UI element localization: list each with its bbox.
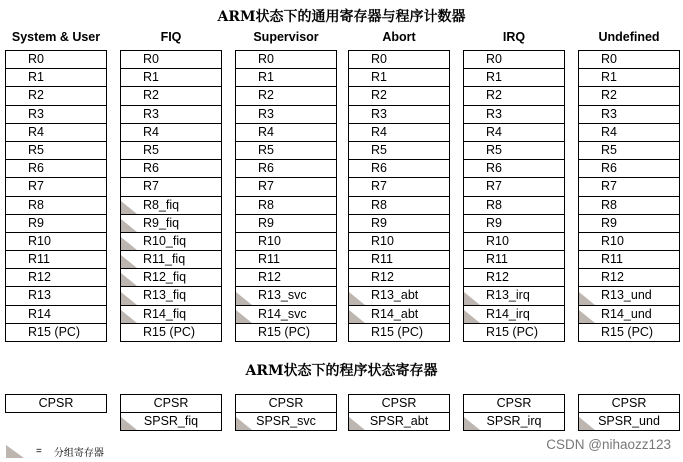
register-cell xyxy=(121,413,221,431)
register-cell xyxy=(6,215,106,233)
register-label: R13_irq xyxy=(486,288,530,303)
register-cell xyxy=(464,178,564,196)
register-cell xyxy=(6,51,106,69)
register-cell xyxy=(349,197,449,215)
register-label: R5 xyxy=(371,142,387,157)
register-cell xyxy=(236,178,336,196)
banked-triangle-icon xyxy=(579,292,595,305)
register-label: R6 xyxy=(601,161,617,176)
register-cell xyxy=(121,287,221,305)
banked-triangle-icon xyxy=(121,201,137,214)
register-cell xyxy=(349,269,449,287)
register-cell xyxy=(121,142,221,160)
register-label: R1 xyxy=(143,70,159,85)
register-label: R14_und xyxy=(601,306,652,321)
register-label: R2 xyxy=(143,88,159,103)
register-cell xyxy=(579,124,679,142)
register-label: R2 xyxy=(371,88,387,103)
register-column xyxy=(463,50,565,342)
register-cell xyxy=(579,251,679,269)
register-label: R2 xyxy=(28,88,44,103)
register-cell xyxy=(6,197,106,215)
register-label: R0 xyxy=(601,52,617,66)
mode-header: Undefined xyxy=(598,30,660,44)
psr-column xyxy=(120,394,222,431)
register-column xyxy=(5,50,107,342)
register-label: R13_fiq xyxy=(143,288,187,303)
diagram-title: ARM状态下的通用寄存器与程序计数器 xyxy=(217,9,466,25)
register-cell xyxy=(464,287,564,305)
register-label: R4 xyxy=(601,124,617,139)
register-label: R13_und xyxy=(601,288,652,303)
register-cell xyxy=(236,413,336,431)
register-column xyxy=(348,50,450,342)
register-label: R5 xyxy=(601,142,617,157)
register-cell xyxy=(121,51,221,69)
register-label: R8 xyxy=(258,197,274,212)
register-cell xyxy=(236,142,336,160)
register-label: SPSR_fiq xyxy=(143,414,199,429)
register-cell xyxy=(579,395,679,413)
register-label: R7 xyxy=(258,179,274,194)
register-cell xyxy=(6,269,106,287)
register-label: R13_abt xyxy=(371,288,419,303)
register-cell xyxy=(579,197,679,215)
register-cell xyxy=(464,197,564,215)
register-cell xyxy=(349,324,449,342)
register-label: CPSR xyxy=(268,396,304,410)
register-column xyxy=(578,50,680,342)
register-label: R12 xyxy=(258,270,281,285)
mode-header: IRQ xyxy=(502,30,526,44)
banked-triangle-icon xyxy=(6,445,24,458)
register-label: R9 xyxy=(28,215,44,230)
register-label: R4 xyxy=(371,124,387,139)
register-label: R4 xyxy=(28,124,44,139)
register-label: R10 xyxy=(28,233,51,248)
register-label: R1 xyxy=(28,70,44,85)
banked-triangle-icon xyxy=(121,292,137,305)
banked-triangle-icon xyxy=(121,417,137,430)
register-cell xyxy=(236,215,336,233)
mode-header: System & User xyxy=(11,30,101,44)
register-cell xyxy=(236,306,336,324)
register-cell xyxy=(579,106,679,124)
register-cell xyxy=(6,142,106,160)
register-cell xyxy=(6,324,106,342)
register-label: R11 xyxy=(371,252,394,267)
register-label: R6 xyxy=(143,161,159,176)
register-label: R1 xyxy=(258,70,274,85)
register-label: R5 xyxy=(486,142,502,157)
register-cell xyxy=(6,178,106,196)
register-cell xyxy=(121,197,221,215)
register-cell xyxy=(579,413,679,431)
psr-title: ARM状态下的程序状态寄存器 xyxy=(245,363,438,379)
register-label: R15 (PC) xyxy=(28,324,81,339)
register-cell xyxy=(464,395,564,413)
register-label: R14_svc xyxy=(258,306,307,321)
register-label: R6 xyxy=(486,161,502,176)
register-label: CPSR xyxy=(381,396,417,410)
register-label: R13_svc xyxy=(258,288,307,303)
register-label: R14_fiq xyxy=(143,306,187,321)
register-cell xyxy=(349,215,449,233)
register-label: R3 xyxy=(258,106,274,121)
banked-triangle-icon xyxy=(121,219,137,232)
psr-column xyxy=(235,394,337,431)
register-cell xyxy=(121,215,221,233)
register-column xyxy=(120,50,222,342)
register-cell xyxy=(349,251,449,269)
register-label: R2 xyxy=(601,88,617,103)
psr-column xyxy=(5,394,107,413)
register-label: R5 xyxy=(28,142,44,157)
register-cell xyxy=(6,251,106,269)
register-cell xyxy=(579,215,679,233)
register-label: R1 xyxy=(601,70,617,85)
register-label: R8 xyxy=(601,197,617,212)
register-cell xyxy=(121,324,221,342)
banked-triangle-icon xyxy=(464,310,480,323)
register-cell xyxy=(464,306,564,324)
banked-triangle-icon xyxy=(121,273,137,286)
register-label: CPSR xyxy=(153,396,189,410)
banked-triangle-icon xyxy=(121,310,137,323)
register-cell xyxy=(349,124,449,142)
register-cell xyxy=(464,251,564,269)
register-label: R3 xyxy=(371,106,387,121)
register-label: R12 xyxy=(28,270,51,285)
register-cell xyxy=(349,87,449,105)
register-cell xyxy=(464,87,564,105)
register-cell xyxy=(349,287,449,305)
register-label: R9 xyxy=(486,215,502,230)
banked-triangle-icon xyxy=(349,292,365,305)
register-cell xyxy=(6,124,106,142)
register-label: R4 xyxy=(258,124,274,139)
register-label: R9 xyxy=(601,215,617,230)
register-cell xyxy=(579,306,679,324)
register-label: R6 xyxy=(371,161,387,176)
register-cell xyxy=(464,124,564,142)
register-cell xyxy=(236,287,336,305)
register-column xyxy=(235,50,337,342)
register-label: R8_fiq xyxy=(143,197,180,212)
register-cell xyxy=(464,106,564,124)
register-cell xyxy=(121,160,221,178)
banked-triangle-icon xyxy=(121,255,137,268)
register-cell xyxy=(236,51,336,69)
register-label: CPSR xyxy=(38,396,74,410)
register-cell xyxy=(349,395,449,413)
legend xyxy=(6,444,104,459)
register-cell xyxy=(236,87,336,105)
banked-triangle-icon xyxy=(349,310,365,323)
banked-triangle-icon xyxy=(464,417,480,430)
legend-eq: = xyxy=(36,446,42,457)
register-cell xyxy=(579,69,679,87)
register-label: R0 xyxy=(143,52,159,66)
register-label: R1 xyxy=(486,70,502,85)
register-label: R11_fiq xyxy=(143,252,186,267)
register-label: R10 xyxy=(258,233,281,248)
register-label: R10 xyxy=(601,233,624,248)
register-cell xyxy=(236,324,336,342)
register-label: R1 xyxy=(371,70,387,85)
register-label: R4 xyxy=(143,124,159,139)
psr-column xyxy=(463,394,565,431)
register-label: R15 (PC) xyxy=(601,324,654,339)
register-label: R11 xyxy=(258,252,281,267)
register-label: R12 xyxy=(371,270,394,285)
register-label: R3 xyxy=(28,106,44,121)
register-label: R8 xyxy=(371,197,387,212)
register-label: CPSR xyxy=(496,396,532,410)
register-cell xyxy=(236,197,336,215)
register-label: SPSR_svc xyxy=(256,414,316,429)
register-cell xyxy=(579,142,679,160)
register-label: R10_fiq xyxy=(143,233,187,248)
register-cell xyxy=(121,233,221,251)
banked-triangle-icon xyxy=(236,310,252,323)
register-label: R0 xyxy=(371,52,387,66)
register-cell xyxy=(464,51,564,69)
mode-header: FIQ xyxy=(160,30,182,44)
register-label: R15 (PC) xyxy=(143,324,196,339)
register-cell xyxy=(121,269,221,287)
register-cell xyxy=(579,178,679,196)
legend-label: 分组寄存器 xyxy=(53,448,104,459)
register-label: R7 xyxy=(143,179,159,194)
register-cell xyxy=(236,69,336,87)
register-label: R12 xyxy=(601,270,624,285)
register-label: R12_fiq xyxy=(143,270,187,285)
register-label: R6 xyxy=(28,161,44,176)
register-cell xyxy=(121,178,221,196)
register-label: R4 xyxy=(486,124,502,139)
register-cell xyxy=(6,233,106,251)
register-label: R14 xyxy=(28,306,51,321)
register-cell xyxy=(464,269,564,287)
register-label: R0 xyxy=(258,52,274,66)
register-label: SPSR_und xyxy=(598,414,660,429)
register-cell xyxy=(236,269,336,287)
register-cell xyxy=(121,87,221,105)
register-label: R2 xyxy=(486,88,502,103)
register-label: R3 xyxy=(601,106,617,121)
register-cell xyxy=(579,233,679,251)
register-cell xyxy=(6,160,106,178)
register-label: SPSR_abt xyxy=(369,414,429,429)
register-label: R15 (PC) xyxy=(486,324,539,339)
register-cell xyxy=(579,51,679,69)
register-cell xyxy=(349,413,449,431)
register-label: R11 xyxy=(601,252,624,267)
register-cell xyxy=(6,287,106,305)
register-cell xyxy=(236,124,336,142)
register-cell xyxy=(464,160,564,178)
register-cell xyxy=(464,324,564,342)
register-cell xyxy=(236,395,336,413)
register-label: R14_abt xyxy=(371,306,419,321)
register-cell xyxy=(121,106,221,124)
register-cell xyxy=(579,269,679,287)
register-cell xyxy=(236,106,336,124)
register-cell xyxy=(349,69,449,87)
register-label: R7 xyxy=(601,179,617,194)
banked-triangle-icon xyxy=(579,417,595,430)
register-cell xyxy=(6,395,106,413)
register-cell xyxy=(6,306,106,324)
register-cell xyxy=(579,87,679,105)
register-cell xyxy=(236,251,336,269)
register-cell xyxy=(349,106,449,124)
register-cell xyxy=(349,51,449,69)
register-label: R9 xyxy=(258,215,274,230)
register-label: R0 xyxy=(28,52,44,66)
banked-triangle-icon xyxy=(236,417,252,430)
register-label: R7 xyxy=(371,179,387,194)
register-label: R8 xyxy=(486,197,502,212)
register-label: R9 xyxy=(371,215,387,230)
register-cell xyxy=(349,142,449,160)
register-label: R13 xyxy=(28,288,51,303)
register-cell xyxy=(464,142,564,160)
register-cell xyxy=(121,395,221,413)
register-label: R9_fiq xyxy=(143,215,180,230)
register-label: R11 xyxy=(486,252,509,267)
register-cell xyxy=(579,324,679,342)
register-cell xyxy=(121,69,221,87)
register-cell xyxy=(579,287,679,305)
register-label: R3 xyxy=(486,106,502,121)
register-cell xyxy=(6,69,106,87)
banked-triangle-icon xyxy=(121,237,137,250)
register-cell xyxy=(464,413,564,431)
register-label: R15 (PC) xyxy=(371,324,424,339)
register-label: R5 xyxy=(258,142,274,157)
banked-triangle-icon xyxy=(349,417,365,430)
register-label: R12 xyxy=(486,270,509,285)
psr-column xyxy=(348,394,450,431)
register-label: R7 xyxy=(28,179,44,194)
register-label: R3 xyxy=(143,106,159,121)
register-label: R2 xyxy=(258,88,274,103)
banked-triangle-icon xyxy=(579,310,595,323)
register-cell xyxy=(6,87,106,105)
register-label: CPSR xyxy=(611,396,647,410)
register-cell xyxy=(349,160,449,178)
register-label: R10 xyxy=(371,233,394,248)
register-label: R15 (PC) xyxy=(258,324,311,339)
psr-column xyxy=(578,394,680,431)
register-cell xyxy=(6,106,106,124)
register-cell xyxy=(236,233,336,251)
register-cell xyxy=(349,178,449,196)
register-label: R14_irq xyxy=(486,306,530,321)
register-cell xyxy=(236,160,336,178)
register-label: R6 xyxy=(258,161,274,176)
mode-header: Supervisor xyxy=(253,30,319,44)
register-label: R7 xyxy=(486,179,502,194)
watermark: CSDN @nihaozz123 xyxy=(546,437,671,452)
register-cell xyxy=(121,306,221,324)
register-cell xyxy=(121,251,221,269)
register-cell xyxy=(349,306,449,324)
register-cell xyxy=(579,160,679,178)
mode-header: Abort xyxy=(382,30,416,44)
register-label: R0 xyxy=(486,52,502,66)
register-cell xyxy=(464,215,564,233)
register-label: SPSR_irq xyxy=(486,414,542,429)
register-label: R10 xyxy=(486,233,509,248)
banked-triangle-icon xyxy=(236,292,252,305)
banked-triangle-icon xyxy=(464,292,480,305)
register-cell xyxy=(464,233,564,251)
register-cell xyxy=(349,233,449,251)
register-cell xyxy=(464,69,564,87)
register-cell xyxy=(121,124,221,142)
register-label: R5 xyxy=(143,142,159,157)
register-label: R8 xyxy=(28,197,44,212)
register-label: R11 xyxy=(28,252,51,267)
